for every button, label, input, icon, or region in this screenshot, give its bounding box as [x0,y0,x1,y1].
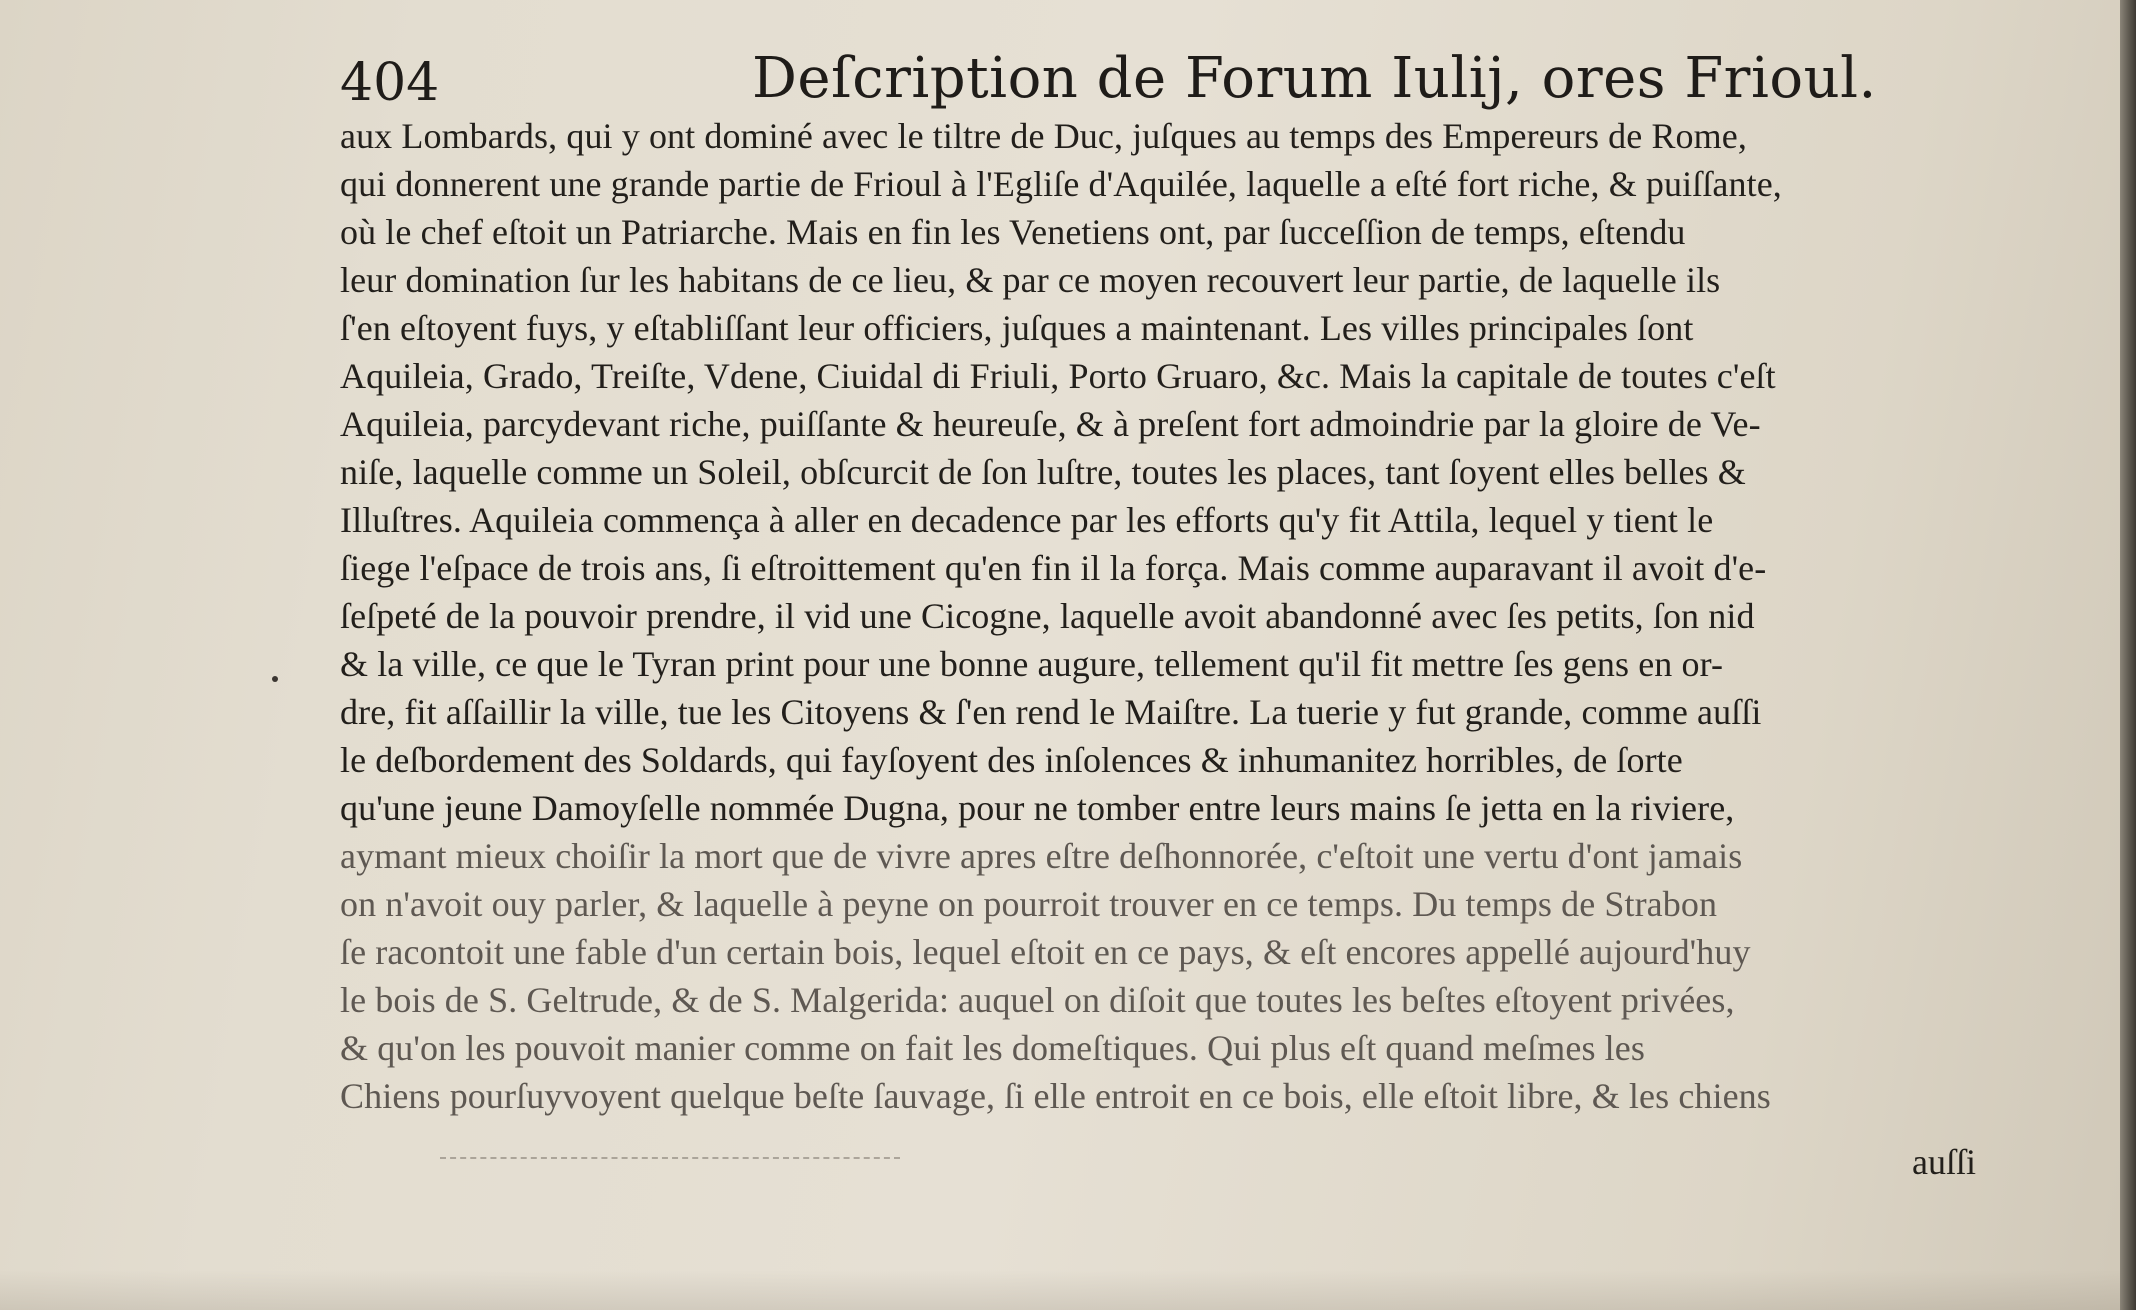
bottom-shadow [0,1270,2136,1310]
text-line: aux Lombards, qui y ont dominé avec le tiltre de Duc, juſques au temps des Empereurs de Rome, [340,116,1747,156]
body-text [340,112,1980,1120]
text-line: ſe racontoit une fable d'un certain bois, lequel eſtoit en ce pays, & eſt encores appellé aujourd'huy [340,932,1751,972]
text-line: où le chef eſtoit un Patriarche. Mais en fin les Venetiens ont, par ſucceſſion de temps, eſtendu [340,212,1686,252]
text-line: leur domination ſur les habitans de ce lieu, & par ce moyen recouvert leur partie, de laquelle ils [340,260,1721,300]
text-line: on n'avoit ouy parler, & laquelle à peyne on pourroit trouver en ce temps. Du temps de Strabon [340,884,1718,924]
text-line: ſiege l'eſpace de trois ans, ſi eſtroittement qu'en fin il la força. Mais comme auparavant il avoit d'e- [340,548,1767,588]
text-line: qu'une jeune Damoyſelle nommée Dugna, pour ne tomber entre leurs mains ſe jetta en la riviere, [340,788,1735,828]
page-number: 404 [340,53,440,113]
text-line: dre, fit aſſaillir la ville, tue les Citoyens & ſ'en rend le Maiſtre. La tuerie y fut grande, comme auſſi [340,692,1762,732]
text-line: Aquileia, Grado, Treiſte, Vdene, Ciuidal di Friuli, Porto Gruaro, &c. Mais la capitale de toutes c'eſt [340,356,1776,396]
page-edge [2120,0,2136,1310]
page-header [340,46,1980,113]
text-line: & la ville, ce que le Tyran print pour une bonne augure, tellement qu'il fit mettre ſes gens en or- [340,644,1724,684]
text-line: ſeſpeté de la pouvoir prendre, il vid une Cicogne, laquelle avoit abandonné avec ſes petits, ſon nid [340,596,1755,636]
text-line: le deſbordement des Soldards, qui fayſoyent des inſolences & inhumanitez horribles, de ſorte [340,740,1683,780]
text-line: qui donnerent une grande partie de Frioul à l'Egliſe d'Aquilée, laquelle a eſté fort riche, & puiſſante, [340,164,1782,204]
catchword: auſſi [1912,1142,1976,1182]
text-line: niſe, laquelle comme un Soleil, obſcurcit de ſon luſtre, toutes les places, tant ſoyent elles belles & [340,452,1746,492]
text-line: Illuſtres. Aquileia commença à aller en decadence par les efforts qu'y fit Attila, lequel y tient le [340,500,1714,540]
margin-mark [272,676,278,682]
text-line: Chiens pourſuyvoyent quelque beſte ſauvage, ſi elle entroit en ce bois, elle eſtoit libre, & les chiens [340,1076,1771,1116]
text-line: Aquileia, parcydevant riche, puiſſante & heureuſe, & à preſent fort admoindrie par la gloire de Ve- [340,404,1761,444]
text-line: le bois de S. Geltrude, & de S. Malgerida: auquel on diſoit que toutes les beſtes eſtoyent privées, [340,980,1735,1020]
smudged-rule [440,1157,900,1165]
text-line: ſ'en eſtoyent fuys, y eſtabliſſant leur officiers, juſques a maintenant. Les villes principales ſont [340,308,1694,348]
text-line: & qu'on les pouvoit manier comme on fait les domeſtiques. Qui plus eſt quand meſmes les [340,1028,1645,1068]
text-line: aymant mieux choiſir la mort que de vivre apres eſtre deſhonnorée, c'eſtoit une vertu d'ont jamais [340,836,1743,876]
running-title: Deſcription de Forum Iulij, ores Frioul. [752,46,1877,111]
